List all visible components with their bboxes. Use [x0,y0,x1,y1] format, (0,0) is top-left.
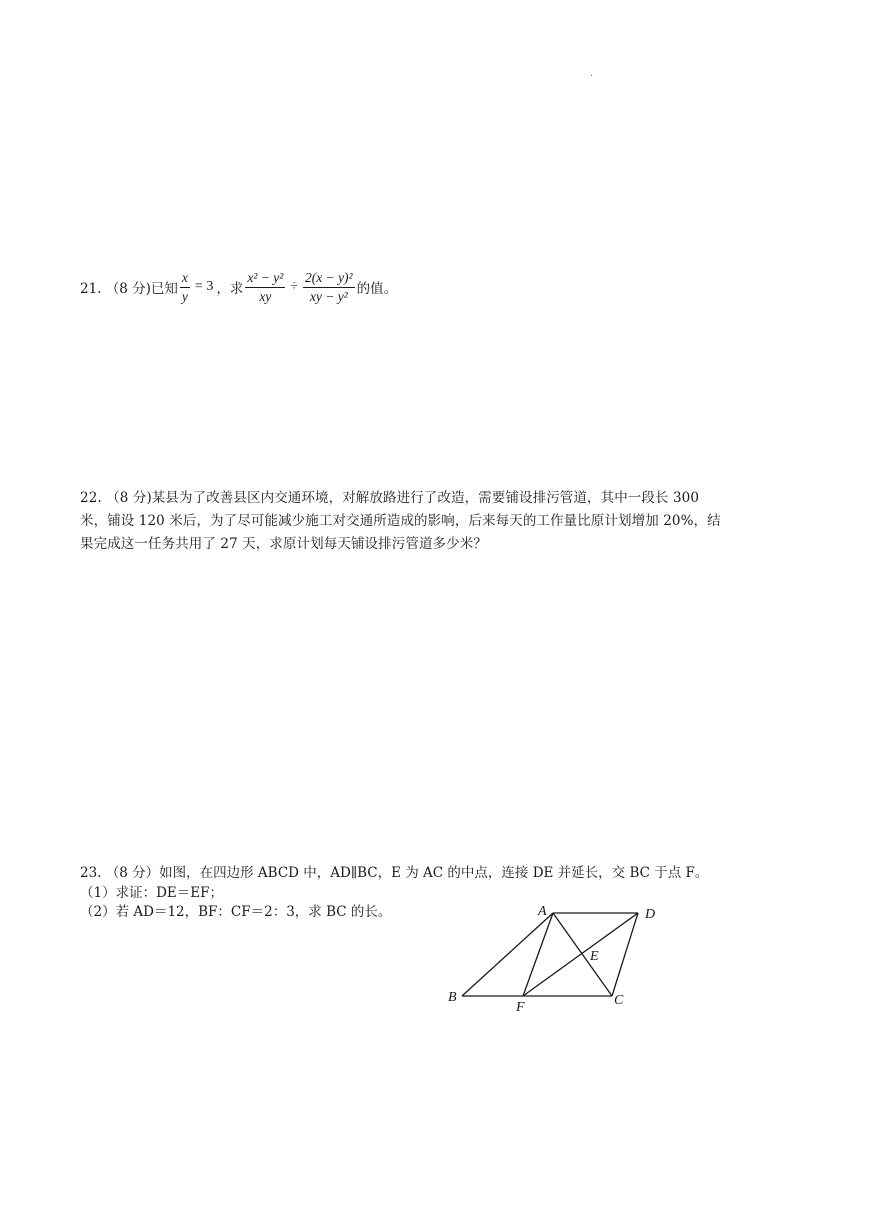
q21-cond-rhs: = 3 [194,279,214,294]
label-d: D [645,907,656,922]
segment-dc [612,913,638,996]
q21-condition-fraction [180,270,190,305]
q23-part-1: （1）求证：DE＝EF； [80,884,223,901]
q22-line: 果完成这一任务共用了 27 天，求原计划每天铺设排污管道多少米？ [80,536,487,552]
q21-f2-numerator: 2(x − y)² [304,269,353,285]
q21-mid-text: ，求 [216,281,244,297]
q21-cond-denominator: y [181,288,188,304]
segment-ac [553,913,612,996]
label-e: E [590,949,599,964]
q21-prefix: 21. （8 分)已知 [80,281,178,297]
q23-part-2: （2）若 AD＝12，BF：CF＝2：3，求 BC 的长。 [80,904,392,920]
label-c: C [614,993,624,1008]
quadrilateral-figure [440,898,670,1018]
q21-cond-numerator: x [181,269,188,285]
q21-divide-sign: ÷ [290,279,298,294]
q21-f2-denominator: xy − y² [309,288,348,304]
label-b: B [448,990,457,1005]
segment-af [523,913,553,996]
q21-fraction-2 [303,270,355,305]
label-a: A [538,904,547,919]
q22-line: 米，铺设 120 米后，为了尽可能减少施工对交通所造成的影响，后来每天的工作量比原计划增加 20%，结 [80,513,721,529]
header-dot: . [590,68,594,79]
question-22 [80,487,800,556]
q21-f1-numerator: x² − y² [247,269,284,285]
figure-lines [462,913,638,996]
q21-suffix: 的值。 [356,281,398,297]
q23-line: 23. （8 分）如图，在四边形 ABCD 中，AD∥BC，E 为 AC 的中点，连接 DE 并延长，交 BC 于点 F。 [80,865,709,881]
q21-f1-denominator: xy [259,288,272,304]
label-f: F [516,1000,525,1015]
question-21 [80,265,800,309]
q21-fraction-1 [245,270,285,305]
q22-line: 22. （8 分)某县为了改善县区内交通环境，对解放路进行了改造，需要铺设排污管道，其中一段长 300 [80,490,700,506]
